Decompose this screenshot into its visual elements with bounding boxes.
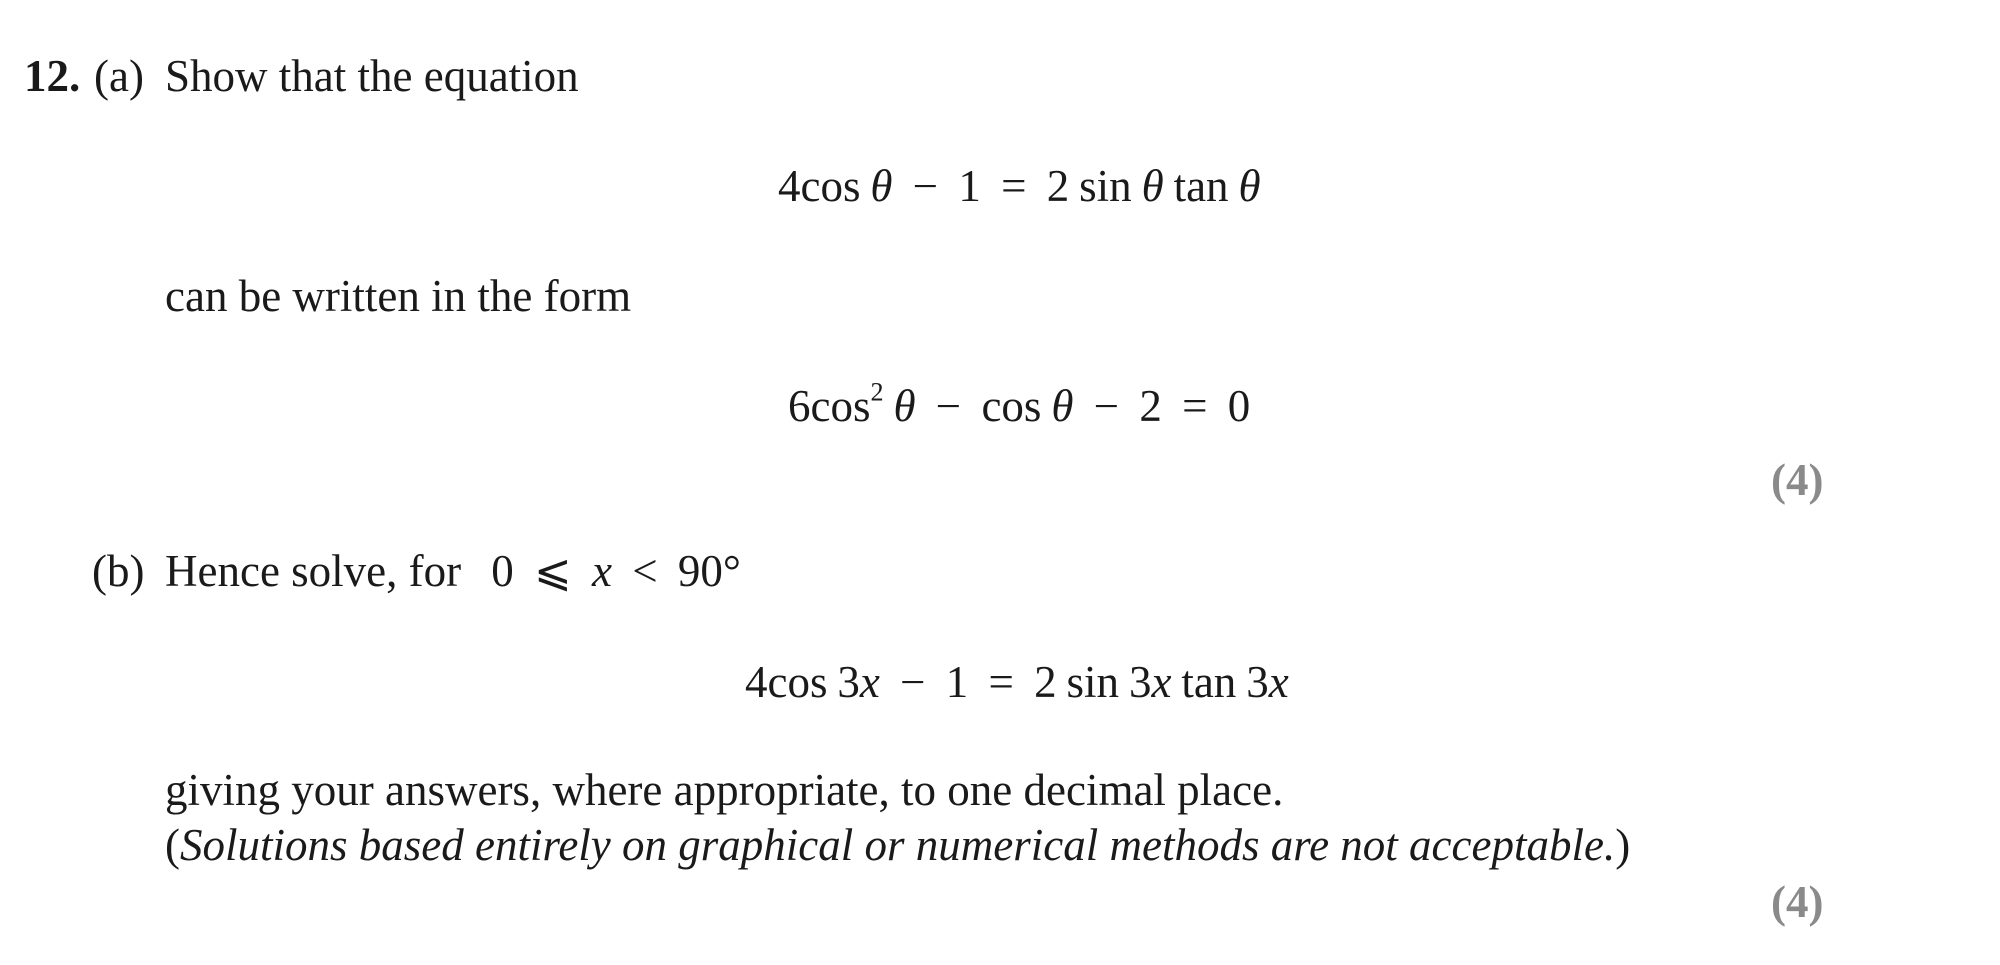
eq-a2-minus: − [935,381,962,431]
note-close-paren: ) [1615,820,1631,870]
eq-a2-power: 2 [870,377,884,407]
eq-b-one: 1 [945,657,969,707]
eq-b-coef: 4 [745,657,768,707]
eq-a2-coef: 6 [788,381,811,431]
eq-a2-minus-2: − [1093,381,1120,431]
part-b-marks: (4) [1771,877,1824,927]
part-a-prompt: Show that the equation [165,51,579,101]
eq-a1-theta: θ [870,161,893,211]
part-a-marks: (4) [1771,455,1824,505]
eq-a1-minus: − [912,161,939,211]
eq-a2-cos: cos [810,381,871,431]
eq-a1-theta-2: θ [1141,161,1164,211]
eq-b-arg-var: x [859,657,880,707]
note-open-paren: ( [165,820,180,870]
eq-a2-theta: θ [893,381,916,431]
eq-a1-rhs-coef: 2 [1046,161,1070,211]
eq-b-arg-num-2: 3 [1128,657,1152,707]
eq-a2-const: 2 [1139,381,1162,431]
part-a-connector: can be written in the form [165,271,632,321]
part-b-prompt-line [165,546,741,596]
eq-b-arg-var-3: x [1268,657,1289,707]
eq-a1-theta-3: θ [1238,161,1261,211]
part-b-label: (b) [92,546,145,596]
question-number: 12. [24,51,81,101]
part-b-prompt: Hence solve, for [165,546,462,596]
eq-b-cos: cos [767,657,828,707]
eq-b-minus: − [900,657,926,707]
range-lt: < [632,546,658,596]
eq-a1-one: 1 [958,161,981,211]
part-a-label: (a) [94,51,144,101]
eq-a1-tan: tan [1173,161,1229,211]
equation-a1 [778,161,1261,211]
range-upper: 90° [677,546,741,596]
part-b-instruction: giving your answers, where appropriate, to one decimal place. [165,765,1284,815]
eq-b-arg-num: 3 [837,657,860,707]
eq-a1-sin: sin [1079,161,1132,211]
eq-a2-equals: = [1182,381,1208,431]
eq-a1-coef: 4 [778,161,801,211]
eq-b-equals: = [988,657,1014,707]
equation-b [745,657,1289,707]
eq-b-arg-var-2: x [1151,657,1172,707]
eq-a1-cos: cos [800,161,861,211]
eq-b-tan: tan [1181,657,1237,707]
part-b-note [165,820,1631,870]
eq-b-arg-num-3: 3 [1246,657,1269,707]
equation-a2 [788,377,1251,431]
eq-a1-equals: = [1001,161,1027,211]
eq-a2-cos-2: cos [981,381,1042,431]
range-leq: ⩽ [534,546,572,596]
range-zero: 0 [491,546,514,596]
range-var: x [592,546,612,596]
eq-a2-zero: 0 [1227,381,1251,431]
eq-b-sin: sin [1066,657,1120,707]
eq-b-rhs-coef: 2 [1034,657,1057,707]
note-italic-text: Solutions based entirely on graphical or numerical methods are not acceptable. [180,820,1616,870]
eq-a2-theta-2: θ [1051,381,1074,431]
